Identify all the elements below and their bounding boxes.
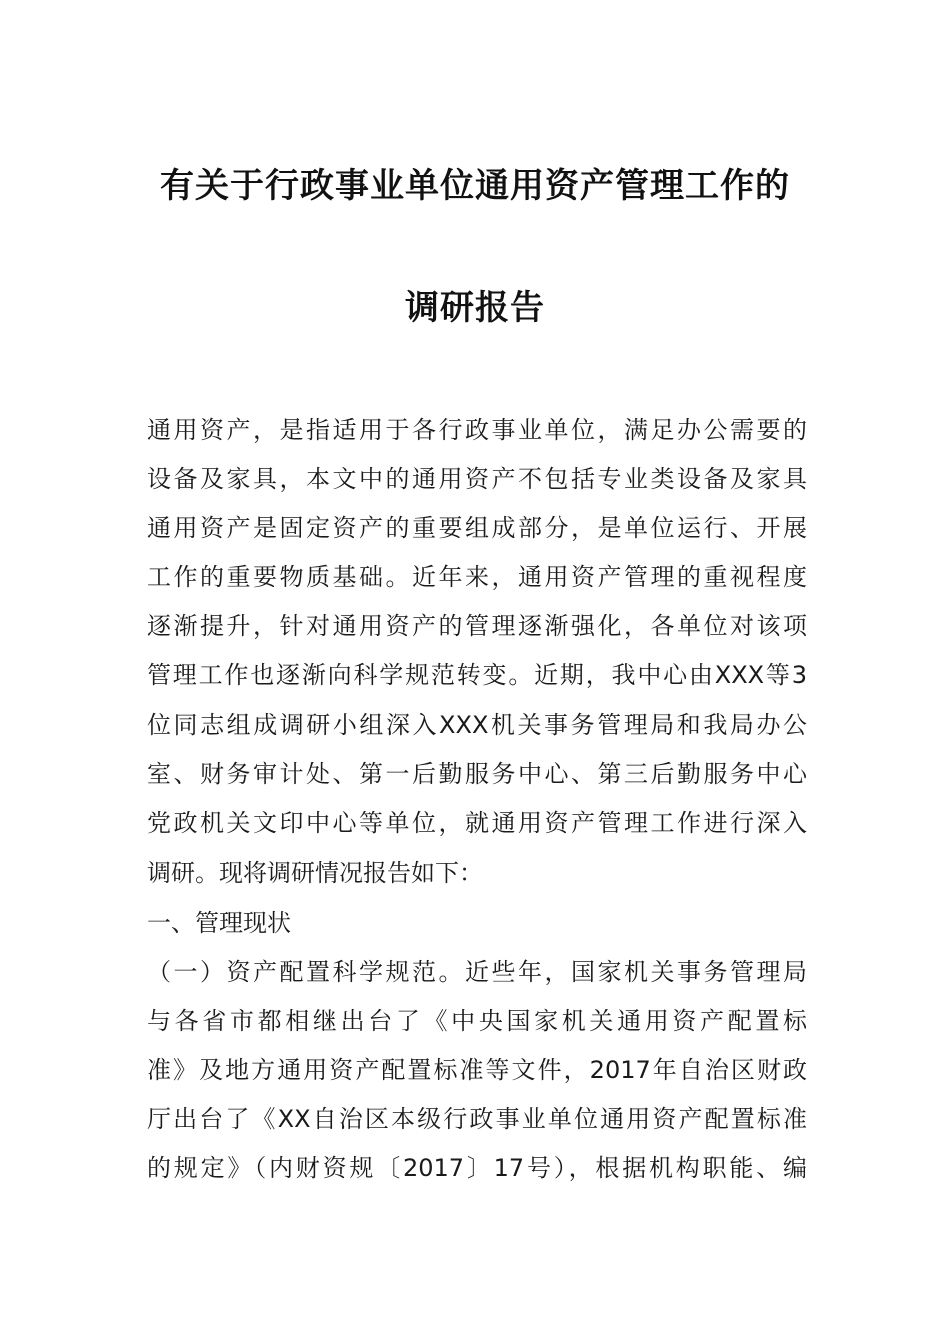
document-title-line-2: 调研报告 <box>405 288 545 328</box>
body-line: 管理工作也逐渐向科学规范转变。近期，我中心由XXX等3 <box>147 661 807 689</box>
body-line: 与各省市都相继出台了《中央国家机关通用资产配置标 <box>147 1007 807 1035</box>
body-line: 通用资产是固定资产的重要组成部分，是单位运行、开展 <box>147 514 807 542</box>
body-line: 逐渐提升，针对通用资产的管理逐渐强化，各单位对该项 <box>147 612 807 640</box>
body-line: 通用资产，是指适用于各行政事业单位，满足办公需要的 <box>147 416 807 444</box>
body-line: 室、财务审计处、第一后勤服务中心、第三后勤服务中心 <box>147 760 807 788</box>
body-line: 调研。现将调研情况报告如下： <box>147 859 483 887</box>
body-line: 的规定》（内财资规〔2017〕17号），根据机构职能、编 <box>147 1154 807 1182</box>
body-line: 准》及地方通用资产配置标准等文件，2017年自治区财政 <box>147 1056 807 1084</box>
section-heading: 一、管理现状 <box>147 909 291 937</box>
body-line: 党政机关文印中心等单位，就通用资产管理工作进行深入 <box>147 809 807 837</box>
body-line: 工作的重要物质基础。近年来，通用资产管理的重视程度 <box>147 563 807 591</box>
body-line: （一）资产配置科学规范。近些年，国家机关事务管理局 <box>147 958 807 986</box>
body-line: 厅出台了《XX自治区本级行政事业单位通用资产配置标准 <box>147 1105 807 1133</box>
body-line: 位同志组成调研小组深入XXX机关事务管理局和我局办公 <box>147 711 807 739</box>
document-title-line-1: 有关于行政事业单位通用资产管理工作的 <box>160 166 790 206</box>
body-line: 设备及家具，本文中的通用资产不包括专业类设备及家具 <box>147 465 807 493</box>
